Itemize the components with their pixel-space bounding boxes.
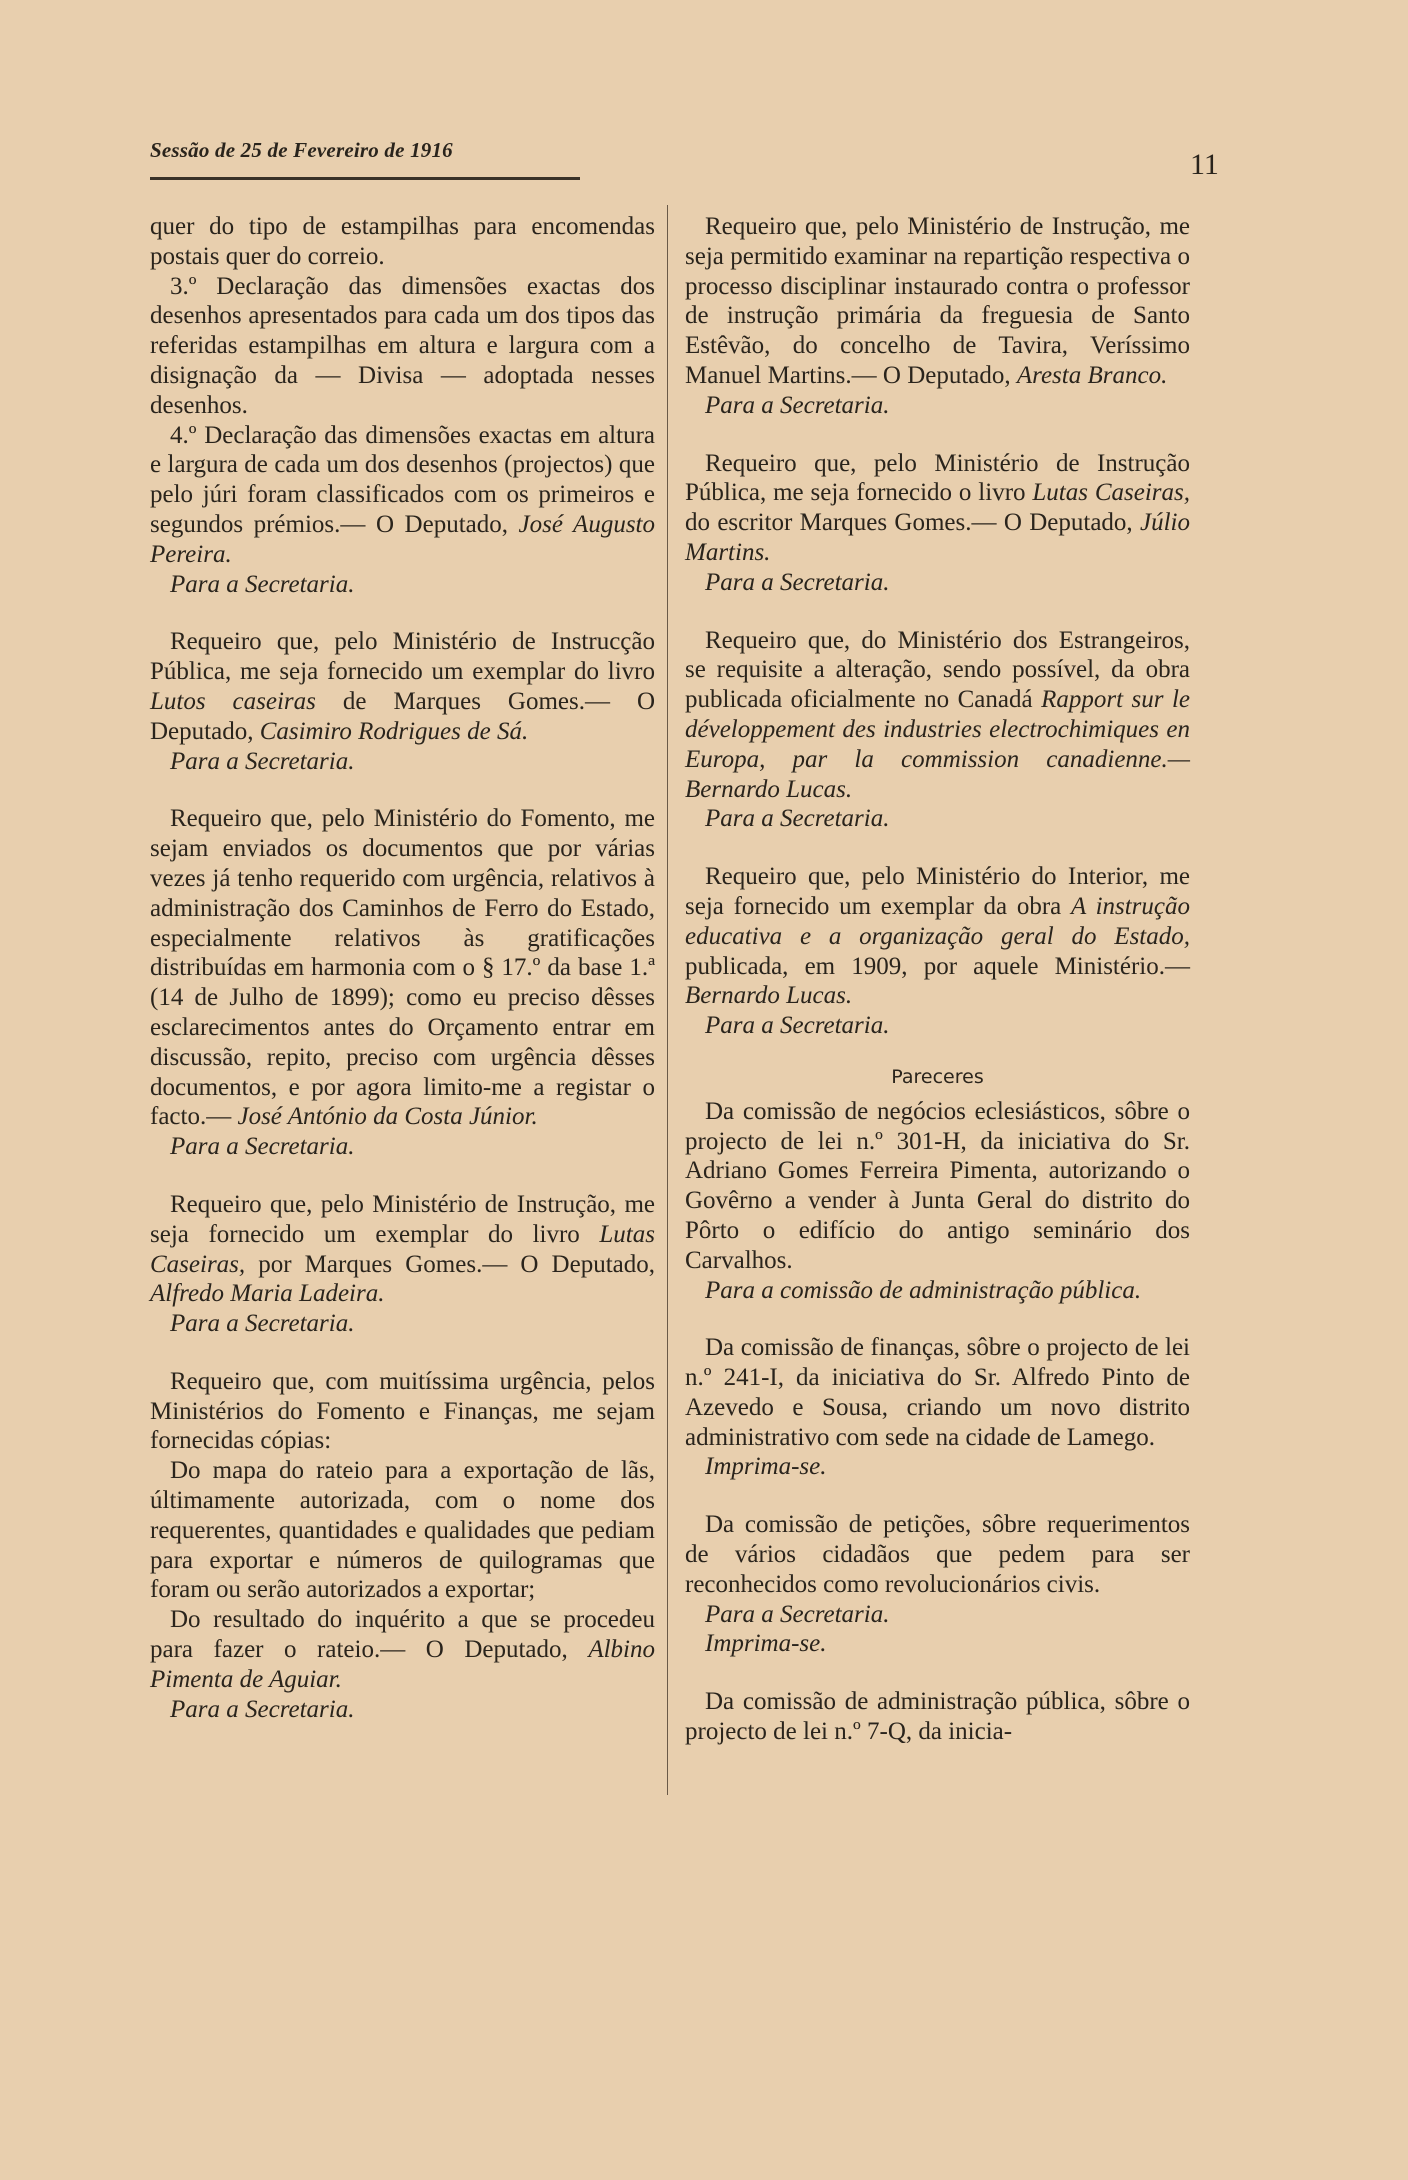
destination: Para a Secretaria. xyxy=(170,747,355,775)
paragraph xyxy=(685,626,1190,805)
paragraph xyxy=(685,212,1190,391)
paragraph xyxy=(150,627,655,746)
section-title: Pareceres xyxy=(891,1065,984,1088)
paragraph-text: publicada, em 1909, por aquele Ministério.— xyxy=(685,952,1190,980)
book-title: Lutos caseiras xyxy=(150,687,316,715)
paragraph-text: Requeiro que, pelo Ministério do Fomento, me sejam enviados os documentos que por várias vezes já tenho requerido com urgência, relativos à administração dos Caminhos de Ferro do Estado, especialmente relativos às gratificações distribuídas em harmonia com o § 17.º da base 1.ª (14 de Julho de 1899); como eu preciso dêsses esclarecimentos antes do Orçamento entrar em discussão, repito, preciso com urgência dêsses documentos, e por agora limito-me a registar o facto.— xyxy=(150,805,655,1131)
destination: Para a comissão de administração pública. xyxy=(705,1276,1142,1304)
destination: Para a Secretaria. xyxy=(705,391,890,419)
page-number: 11 xyxy=(1190,148,1219,181)
destination: Para a Secretaria. xyxy=(705,1012,890,1040)
deputy-name: Júlio Martins. xyxy=(685,509,1190,566)
book-title: Lutas Caseiras, xyxy=(1032,479,1190,507)
paragraph-text: Requeiro que, pelo Ministério de Instrução Pública, me seja fornecido o livro xyxy=(685,449,1190,507)
destination: Para a Secretaria. xyxy=(170,570,355,598)
paragraph: Da comissão de negócios eclesiásticos, sôbre o projecto de lei n.º 301-H, da iniciativa do Sr. Adriano Gomes Ferreira Pimenta, autorizando o Govêrno a vender à Junta Geral do distrito do Pôrto o edifício do antigo seminário dos Carvalhos. xyxy=(685,1097,1190,1274)
column-divider xyxy=(667,205,668,1795)
running-title: Sessão de 25 de Fevereiro de 1916 xyxy=(150,138,580,180)
paragraph-text: Requeiro que, pelo Ministério de Instrucção Pública, me seja fornecido um exemplar do livro xyxy=(150,628,655,686)
book-title: Lutas Caseiras, xyxy=(150,1220,655,1278)
paragraph xyxy=(150,804,655,1132)
paragraph xyxy=(685,449,1190,568)
paragraph xyxy=(150,1605,655,1694)
deputy-name: Alfredo Maria Ladeira. xyxy=(150,1280,385,1308)
destination: Para a Secretaria. xyxy=(170,1133,355,1161)
destination: Para a Secretaria. xyxy=(170,1310,355,1338)
destination: Imprima-se. xyxy=(705,1453,827,1481)
paragraph: Requeiro que, com muitíssima urgência, pelos Ministérios do Fomento e Finanças, me sejam fornecidas cópias: xyxy=(150,1367,655,1455)
paragraph: Da comissão de petições, sôbre requerimentos de vários cidadãos que pedem para ser reconhecidos como revolucionários civis. xyxy=(685,1511,1190,1598)
paragraph xyxy=(685,862,1190,1011)
paragraph-text: Requeiro que, pelo Ministério do Interior, me seja fornecido um exemplar da obra xyxy=(685,863,1190,920)
paragraph-text: do escritor Marques Gomes.— O Deputado, xyxy=(685,509,1140,537)
paragraph-text: Requeiro que, do Ministério dos Estrangeiros, se requisite a alteração, sendo possível, da obra publicada oficialmente no Canadá xyxy=(685,626,1190,714)
paragraph xyxy=(150,421,655,570)
paragraph: quer do tipo de estampilhas para encomendas postais quer do correio. xyxy=(150,213,655,270)
destination: Para a Secretaria. xyxy=(705,568,890,596)
deputy-name: Bernardo Lucas. xyxy=(685,982,853,1010)
destination: Para a Secretaria. xyxy=(705,1600,890,1628)
right-column xyxy=(685,212,1190,1747)
book-title: Rapport sur le développement des industries electrochimiques en Europa, par la commission canadienne.— Bernardo Lucas. xyxy=(685,686,1190,803)
deputy-name: Casimiro Rodrigues de Sá. xyxy=(259,717,529,745)
destination: Para a Secretaria. xyxy=(705,805,890,833)
left-column xyxy=(150,212,655,1724)
paragraph-text: Requeiro que, pelo Ministério de Instrução, me seja fornecido um exemplar do livro xyxy=(150,1190,655,1248)
paragraph: 3.º Declaração das dimensões exactas dos desenhos apresentados para cada um dos tipos das referidas estampilhas em altura e largura com a disignação da — Divisa — adoptada nesses desenhos. xyxy=(150,272,655,419)
paragraph xyxy=(150,1190,655,1309)
paragraph: Do mapa do rateio para a exportação de lãs, últimamente autorizada, com o nome dos requerentes, quantidades e qualidades que pediam para exportar e números de quilogramas que foram ou serão autorizados a exportar; xyxy=(150,1457,655,1604)
paragraph-text: Do resultado do inquérito a que se procedeu para fazer o rateio.— O Deputado, xyxy=(150,1606,655,1664)
paragraph: Da comissão de finanças, sôbre o projecto de lei n.º 241-I, da iniciativa do Sr. Alfredo Pinto de Azevedo e Sousa, criando um novo distrito administrativo com sede na cidade de Lamego. xyxy=(685,1334,1190,1451)
paragraph-text: por Marques Gomes.— O Deputado, xyxy=(245,1250,655,1278)
destination: Para a Secretaria. xyxy=(170,1695,355,1723)
paragraph-text: de Marques Gomes.— O Deputado, xyxy=(150,687,656,745)
deputy-name: José António da Costa Júnior. xyxy=(237,1103,538,1131)
deputy-name: José Augusto Pereira. xyxy=(150,510,655,568)
book-title: A instrução educativa e a organização geral do Estado, xyxy=(685,892,1191,950)
deputy-name: Aresta Branco. xyxy=(1016,361,1168,389)
paragraph: Da comissão de administração pública, sôbre o projecto de lei n.º 7-Q, da inicia- xyxy=(685,1688,1190,1746)
deputy-name: Albino Pimenta de Aguiar. xyxy=(150,1636,655,1693)
paragraph-text: 4.º Declaração das dimensões exactas em altura e largura de cada um dos desenhos (projectos) que pelo júri foram classificados com os primeiros e segundos prémios.— O Deputado, xyxy=(150,421,655,538)
paragraph-text: Requeiro que, pelo Ministério de Instrução, me seja permitido examinar na repartição respectiva o processo disciplinar instaurado contra o professor de instrução primária da freguesia de Santo Estêvão, do concelho de Tavira, Veríssimo Manuel Martins.— O Deputado, xyxy=(685,213,1190,389)
destination: Imprima-se. xyxy=(705,1630,827,1658)
